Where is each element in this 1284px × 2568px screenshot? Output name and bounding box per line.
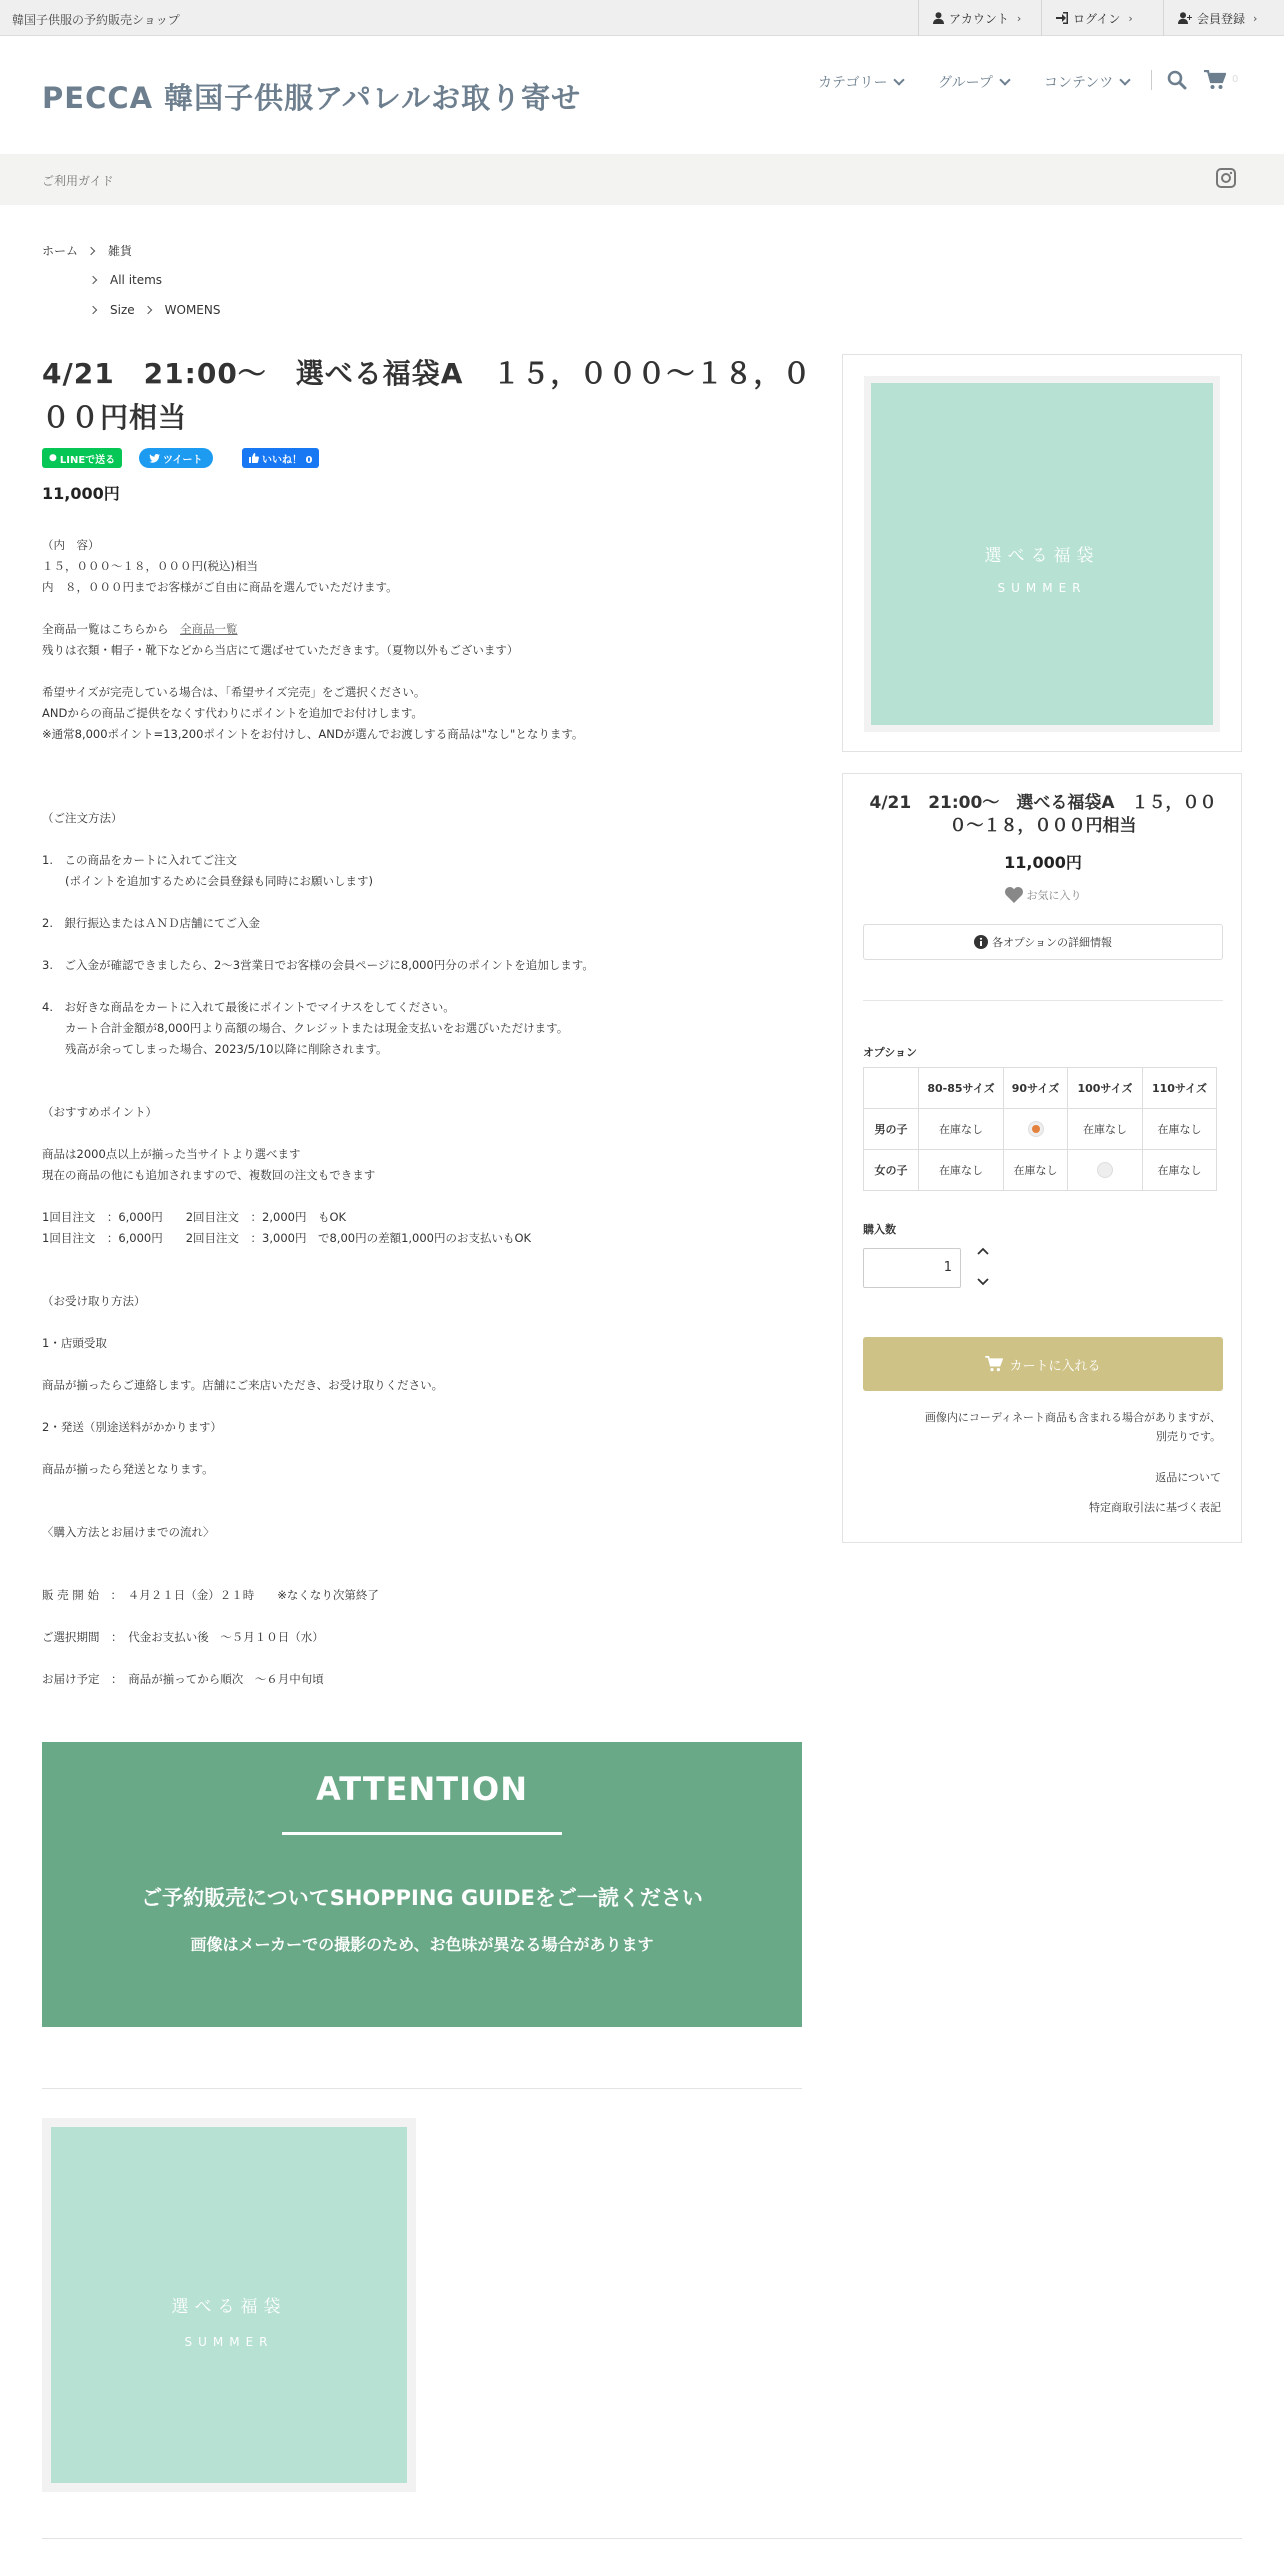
image-caption-sub: SUMMER [184,2335,274,2349]
panel-product-title: 4/21 21:00～ 選べる福袋A １５，０００～１８，０００円相当 [869,793,1217,836]
description-order-flow: （ご注文方法） 1. この商品をカートに入れてご注文 (ポイントを追加するために会員登録も同時にお願いします) 2. 銀行振込またはＡＮＤ店舗にてご入金 3. ご入金が確認できましたら、2～3営業日でお客様の会員ページに8,000円分のポイントを追加します。 4. お好きな商品をカートに入れて最後にポイントでマイナスをしてください。 カート合計金額が8,000円より高額の場合、クレジットまたは現金支払いをお選びいただけます。 残高が余ってしまった場合、2023/5/10以降に削除されます。 （おすすめポイント） 商品は2000点以上が揃った当サイトより選べます 現在の商品の他にも追加されますので、複数回の注文もできます 1回目注文 ：6,000円 2回目注文 ：2,000円 もOK 1回目注文 ：6,000円 2回目注文 ：3,000円 で8,00円の差額1,000円のお支払いもOK （お受け取り方法） 1・店頭受取 商品が揃ったらご連絡します。店舗にご来店いただき、お受け取りください。 2・発送（別途送料がかかります） 商品が揃ったら発送となります。 〈購入方法とお届けまでの流れ〉 販 売 開 始 ： ４月２１日（金）２１時 ※なくなり次第終了 ご選択期間 ： 代金お支払い後 ～５月１０日（水） お届け予定 ： 商品が揃ってから順次 ～６月中旬頃 [42,811,594,1686]
line-icon: ● [49,453,57,463]
chevron-right-icon [89,306,97,314]
attention-guide-text: ご予約販売についてSHOPPING GUIDEをご一読ください [141,1886,703,1910]
attention-banner [42,1742,802,2027]
facebook-like-button[interactable] [242,448,319,468]
login-label: ログイン [1073,11,1121,26]
attention-title: ATTENTION [315,1770,529,1808]
breadcrumb-all-items[interactable]: All items [110,273,163,287]
twitter-bird-icon [149,454,160,463]
add-to-cart-label: カートに入れる [1009,1358,1101,1374]
radio-icon[interactable] [1097,1162,1113,1178]
breadcrumb-zakka[interactable]: 雑貨 [108,244,133,258]
guide-bar [0,154,1284,205]
favorite-label: お気に入り [1026,889,1082,902]
product-price: 11,000円 [42,484,120,503]
site-logo[interactable]: PECCA 韓国子供服アパレルお取り寄せ [42,81,582,115]
option-detail-label: 各オプションの詳細情報 [991,936,1112,949]
breadcrumb-womens[interactable]: WOMENS [164,303,221,317]
option-table [863,1067,1217,1191]
chevron-down-icon [999,74,1010,85]
line-share-label: LINEで送る [59,454,116,466]
divider [42,2088,802,2089]
quantity-input[interactable]: 1 [863,1248,961,1288]
chevron-right-icon: › [1016,11,1022,25]
option-column-header: 100サイズ [1068,1068,1143,1109]
tweet-label: ツイート [163,454,203,466]
option-cell-sold-out: 在庫なし [1004,1150,1068,1191]
chevron-up-icon[interactable] [977,1245,989,1257]
chevron-right-icon: › [1128,11,1133,25]
option-cell-radio[interactable] [1068,1150,1143,1191]
top-bar [0,0,1284,36]
option-column-header: 90サイズ [1004,1068,1068,1109]
chevron-right-icon: › [1253,11,1258,25]
thumbs-up-icon [249,453,259,463]
nav-category-label: カテゴリー [818,75,888,91]
main-image-box [842,354,1242,752]
add-to-cart-button[interactable] [863,1337,1223,1391]
login-link[interactable] [1041,0,1163,36]
register-link[interactable] [1163,0,1284,36]
option-row-girl [864,1150,1217,1191]
nav-category[interactable] [818,72,903,92]
chevron-down-icon [894,74,905,85]
option-cell-sold-out: 在庫なし [1143,1109,1217,1150]
info-icon [974,935,988,949]
tweet-button[interactable] [139,448,213,468]
chevron-down-icon[interactable] [977,1276,989,1288]
nav-contents[interactable] [1044,72,1129,92]
cart-icon[interactable] [1204,70,1226,90]
image-caption-main: 選べる福袋 [984,546,1100,566]
sign-in-icon [1056,12,1068,24]
breadcrumb [42,242,132,259]
like-label: いいね！ 0 [262,454,313,466]
shop-tagline: 韓国子供服の予約販売ショップ [12,13,180,27]
tokushoho-link[interactable]: 特定商取引法に基づく表記 [1089,1501,1221,1514]
nav-group-label: グループ [938,75,993,91]
nav-contents-label: コンテンツ [1044,75,1114,91]
nav-divider [1151,70,1152,90]
nav-group[interactable] [938,72,1009,92]
image-caption-main: 選べる福袋 [171,2297,287,2317]
guide-link[interactable]: ご利用ガイド [42,174,114,188]
favorite-button[interactable] [843,887,1243,903]
all-items-line [42,619,238,640]
returns-link[interactable]: 返品について [1155,1471,1221,1484]
breadcrumb-size[interactable]: Size [110,303,135,317]
instagram-icon[interactable] [1216,168,1236,188]
radio-selected-icon[interactable] [1028,1121,1044,1137]
option-cell-sold-out: 在庫なし [919,1150,1004,1191]
option-cell-radio[interactable] [1004,1109,1068,1150]
divider [42,2538,1242,2539]
line-share-button[interactable] [42,448,122,468]
divider [863,1000,1223,1001]
image-caption-sub: SUMMER [997,581,1087,595]
option-cell-sold-out: 在庫なし [919,1109,1004,1150]
heart-icon [1005,887,1023,903]
description-notes: 残りは衣類・帽子・靴下などから当店にて選ばせていただきます。（夏物以外もございます） 希望サイズが完売している場合は、「希望サイズ完売」をご選択ください。 ANDからの商品ご提供をなくす代わりにポイントを追加でお付けします。 ※通常8,000ポイント=13,200ポイントをお付けし、ANDが選んでお渡しする商品は"なし"となります。 [42,643,584,741]
chevron-right-icon [143,306,151,314]
option-table-corner [864,1068,919,1109]
user-icon [933,12,944,24]
breadcrumb-sub [90,303,220,317]
main-product-image[interactable] [871,383,1213,725]
breadcrumb-home[interactable]: ホーム [42,244,79,258]
chevron-right-icon [89,276,97,284]
chevron-down-icon [1120,74,1131,85]
quantity-label: 購入数 [863,1223,896,1236]
option-column-header: 110サイズ [1143,1068,1217,1109]
option-cell-sold-out: 在庫なし [1068,1109,1143,1150]
breadcrumb-sub [90,273,162,287]
main-image-frame [864,376,1220,732]
coordinate-note: 画像内にコーディネート商品も含まれる場合がありますが、 別売りです。 [924,1411,1221,1443]
option-detail-button[interactable] [863,924,1223,960]
product-image-frame [42,2118,416,2492]
panel-price: 11,000円 [1004,853,1082,872]
option-label: オプション [863,1046,918,1059]
option-row-header: 女の子 [864,1150,919,1191]
cart-count: 0 [1232,74,1239,85]
user-plus-icon [1178,12,1192,24]
search-icon[interactable] [1167,70,1187,90]
purchase-panel [842,773,1242,1543]
attention-color-note: 画像はメーカーでの撮影のため、お色味が異なる場合があります [190,1935,654,1954]
product-title: 4/21 21:00～ 選べる福袋A １５，０００～１８，０００円相当 [42,357,812,434]
option-row-header: 男の子 [864,1109,919,1150]
all-items-prefix: 全商品一覧はこちらから [42,622,169,636]
site-header [0,36,1284,154]
attention-divider [282,1832,562,1835]
description-intro: （内 容） １５，０００～１８，０００円(税込)相当 内 ８，０００円までお客様がご自由に商品を選んでいただけます。 [42,538,398,594]
option-row-boy [864,1109,1217,1150]
product-image[interactable] [51,2127,407,2483]
option-cell-sold-out: 在庫なし [1143,1150,1217,1191]
account-label: アカウント [949,11,1009,26]
option-column-header: 80-85サイズ [919,1068,1004,1109]
account-link[interactable] [918,0,1041,36]
cart-icon [985,1356,1003,1372]
register-label: 会員登録 [1197,11,1246,26]
chevron-right-icon [87,246,95,254]
all-items-link[interactable]: 全商品一覧 [180,622,238,636]
